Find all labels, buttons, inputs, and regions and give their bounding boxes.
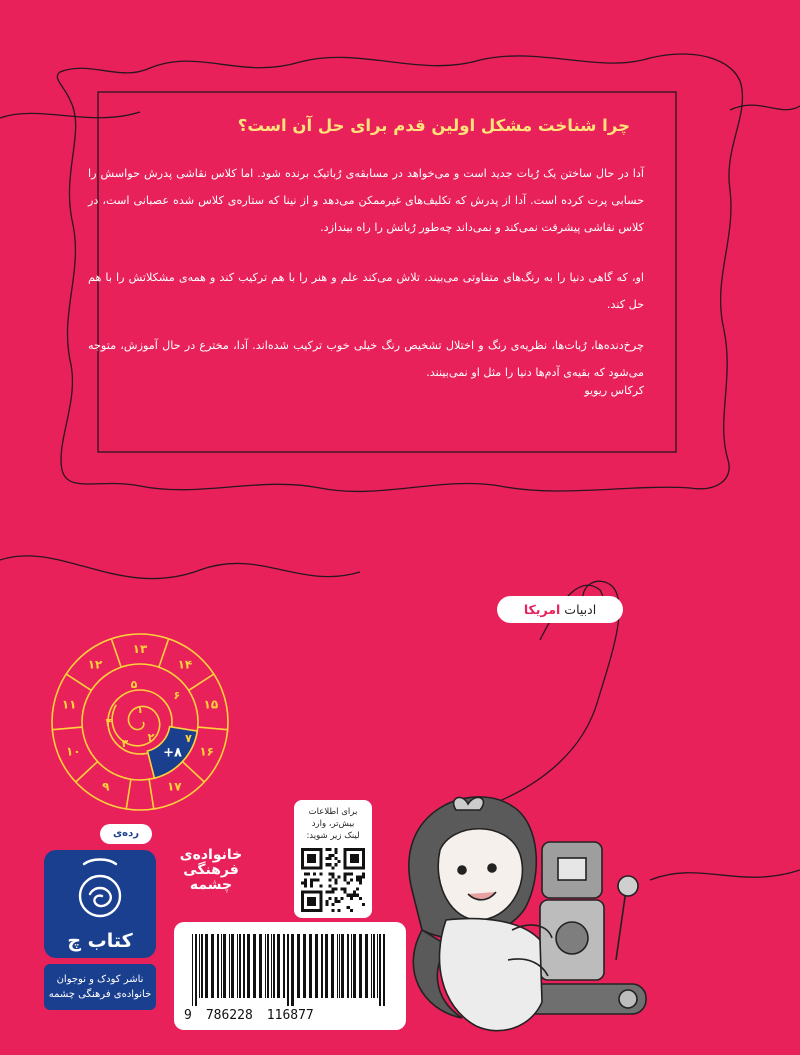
age-number: ۶ xyxy=(173,689,181,703)
family-logo-line: فرهنگی xyxy=(183,862,239,878)
wheel-divider xyxy=(182,762,204,782)
age-number: ۹ xyxy=(102,779,110,794)
publisher-note xyxy=(44,964,156,1010)
wheel-divider xyxy=(52,727,82,730)
age-number: ۱۵ xyxy=(203,697,219,712)
age-spiral-wheel xyxy=(40,630,240,820)
isbn-digit: 9 xyxy=(184,1008,192,1023)
age-highlight-label: +۸ xyxy=(163,745,182,761)
isbn-group: 116877 xyxy=(266,1008,314,1023)
wheel-divider xyxy=(126,779,131,809)
age-number: ۱۳ xyxy=(132,642,148,656)
qr-code[interactable] xyxy=(301,848,365,912)
age-number: ۴ xyxy=(105,716,113,729)
publisher-line: ناشر کودک و نوجوان xyxy=(56,974,144,985)
age-number: ۵ xyxy=(130,678,138,692)
wheel-divider xyxy=(76,762,98,782)
age-number: ۱۴ xyxy=(177,657,193,672)
cheshmeh-family-logo xyxy=(168,848,254,893)
age-number: ۱۶ xyxy=(199,744,215,759)
qr-caption-line: بیش‌تر، وارد xyxy=(311,819,355,829)
publisher-line: خانواده‌ی فرهنگی چشمه xyxy=(48,989,152,1000)
wheel-divider xyxy=(159,639,169,667)
qr-code-panel xyxy=(294,800,372,918)
age-number: ۱۰ xyxy=(65,744,81,759)
family-logo-line: چشمه xyxy=(189,877,233,893)
review-attribution: کرکاس ریویو xyxy=(584,384,644,397)
isbn-barcode xyxy=(188,934,392,1006)
wheel-outer-ring xyxy=(52,634,228,810)
review-quote: چرخ‌دنده‌ها، رُبات‌ها، نظریه‌ی رنگ و اختلال تشخیص رنگ خیلی خوب ترکیب شده‌اند. آدا، مخترع در حال آموزش، متوجه می‌شود که بقیه‌ی آدم‌ها دنیا را مثل او نمی‌بینند. xyxy=(88,339,644,379)
qr-caption-line: لینک زیر شوید: xyxy=(306,831,360,841)
family-logo-line: خانواده‌ی xyxy=(179,847,243,863)
series-badge xyxy=(497,596,623,623)
wheel-divider xyxy=(198,727,228,730)
isbn-barcode-panel xyxy=(174,922,406,1030)
age-number: ۳ xyxy=(121,736,129,750)
girl-with-robot-illustration xyxy=(392,770,654,1055)
blurb-paragraph: آدا در حال ساختن یک رُبات جدید است و می‌خواهد در مسابقه‌ی رُباتیک برنده شود. اما کلاس نقاشی پدرش حواسش را حسابی پرت کرده است. آدا از پدرش که تکلیف‌های غیرممکن می‌دهد و از نینا که ستاره‌ی کلاس شده عصبانی است، در کلاس نقاشی پیشرفت نمی‌کند و نمی‌داند چه‌طور رُباتش را راه بیندازد. xyxy=(88,167,644,234)
isbn-group: 786228 xyxy=(205,1008,253,1023)
wheel-divider xyxy=(189,674,214,690)
qr-caption-line: برای اطلاعات xyxy=(308,807,358,817)
wheel-divider xyxy=(149,779,154,809)
imprint-logo xyxy=(44,850,156,958)
imprint-name: کتاب چ xyxy=(67,930,133,952)
age-number: ۱۷ xyxy=(166,779,182,794)
wheel-divider xyxy=(66,674,91,690)
series-prefix: ادبیات xyxy=(564,602,597,617)
age-number: ۷ xyxy=(185,731,192,745)
imprint-emblem-icon xyxy=(44,850,156,930)
blurb-paragraph: او، که گاهی دنیا را به رنگ‌های متفاوتی می‌بیند، تلاش می‌کند علم و هنر را با هم ترکیب کند و همه‌ی مشکلاتش را با هم حل کند. xyxy=(88,271,644,311)
age-number: ۲ xyxy=(147,731,155,745)
age-number: ۱۱ xyxy=(61,697,77,712)
age-number: ۱۲ xyxy=(87,657,103,672)
isbn-number xyxy=(184,1008,396,1023)
blurb-title: چرا شناخت مشکل اولین قدم برای حل آن است؟ xyxy=(237,116,630,135)
wheel-divider xyxy=(111,639,121,667)
qr-caption xyxy=(296,806,370,842)
age-range-label: رده‌ی xyxy=(100,824,152,844)
series-country: امریکا xyxy=(523,602,561,617)
age-number: ۱ xyxy=(136,702,144,716)
